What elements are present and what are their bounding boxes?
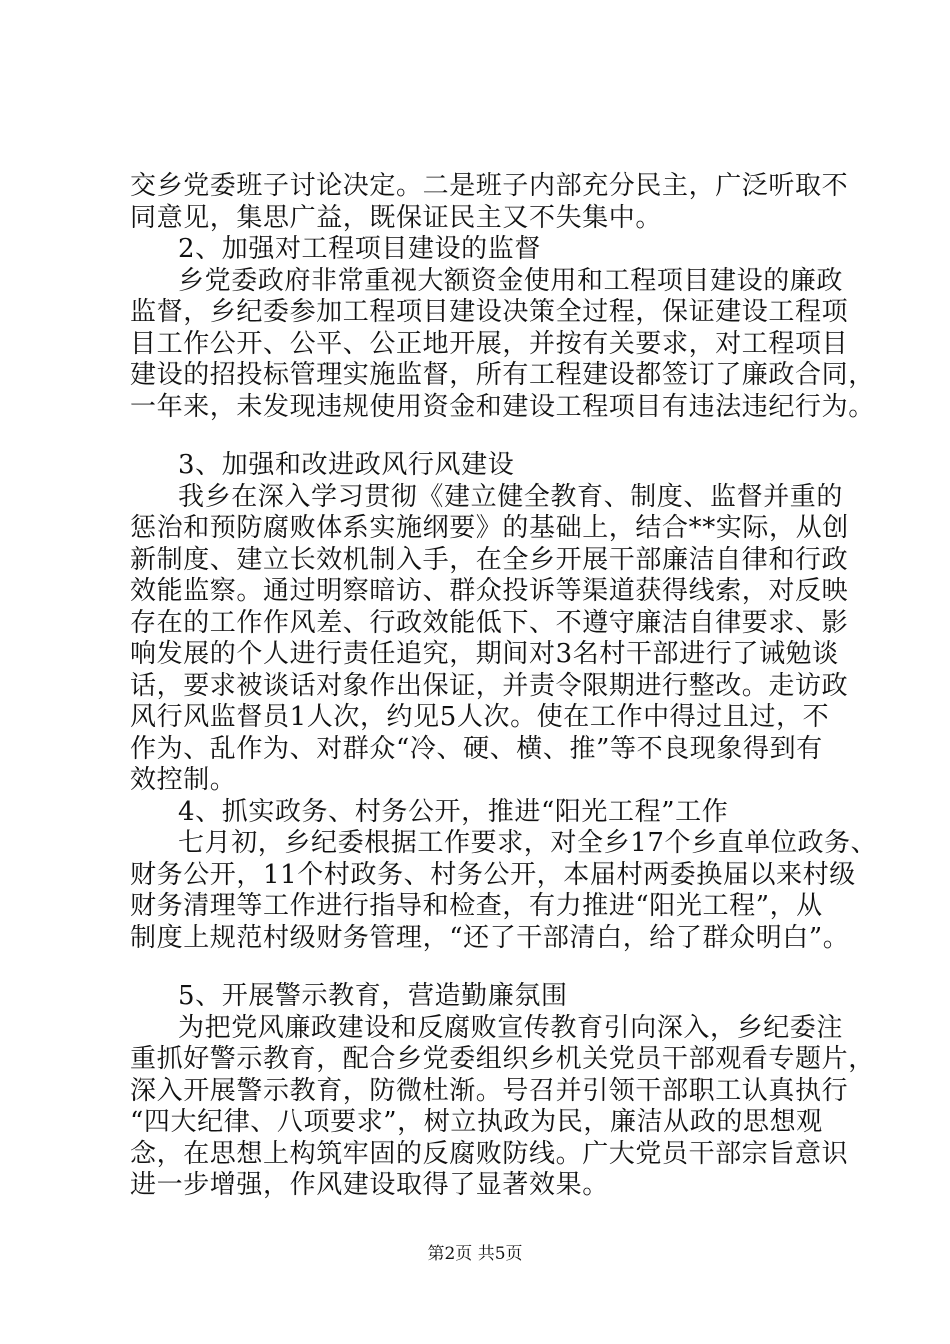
- paragraph-line: 新制度、建立长效机制入手，在全乡开展干部廉洁自律和行政: [130, 544, 849, 575]
- paragraph-line: 风行风监督员1人次，约见5人次。使在工作中得过且过，不: [130, 702, 830, 732]
- paragraph-line: 惩治和预防腐败体系实施纲要》的基础上，结合**实际，从创: [130, 513, 849, 543]
- document-body: [130, 171, 878, 1202]
- paragraph-line: 存在的工作作风差、行政效能低下、不遵守廉洁自律要求、影: [130, 607, 849, 638]
- paragraph-line: 话，要求被谈话对象作出保证，并责令限期进行整改。走访政: [130, 670, 849, 701]
- paragraph-line: 响发展的个人进行责任追究，期间对3名村干部进行了诫勉谈: [130, 639, 839, 669]
- paragraph-line: 财务公开，11个村政务、村务公开，本届村两委换届以来村级: [130, 859, 856, 890]
- paragraph-line: 我乡在深入学习贯彻《建立健全教育、制度、监督并重的: [178, 481, 844, 512]
- paragraph-line: 乡党委政府非常重视大额资金使用和工程项目建设的廉政: [178, 265, 844, 296]
- paragraph-line: 制度上规范村级财务管理，“还了干部清白，给了群众明白”。: [130, 922, 850, 953]
- paragraph-line: 深入开展警示教育，防微杜渐。号召并引领干部职工认真执行: [130, 1075, 849, 1106]
- paragraph-line: 为把党风廉政建设和反腐败宣传教育引向深入，乡纪委注: [178, 1012, 844, 1043]
- page-number-footer: 第2页 共5页: [427, 1244, 523, 1264]
- paragraph-line: 交乡党委班子讨论决定。二是班子内部充分民主，广泛听取不: [130, 171, 849, 201]
- paragraph-line: 七月初，乡纪委根据工作要求，对全乡17个乡直单位政务、: [178, 828, 878, 858]
- section-heading: 2、加强对工程项目建设的监督: [178, 234, 541, 264]
- paragraph-gap: [130, 954, 850, 981]
- paragraph-line: 作为、乱作为、对群众“冷、硬、横、推”等不良现象得到有: [130, 733, 823, 764]
- paragraph-line: 财务清理等工作进行指导和检查，有力推进“阳光工程”，从: [130, 891, 823, 921]
- paragraph-line: 目工作公开、公平、公正地开展，并按有关要求，对工程项目: [130, 328, 849, 359]
- paragraph-line: 效能监察。通过明察暗访、群众投诉等渠道获得线索，对反映: [130, 576, 849, 606]
- paragraph-line: 监督，乡纪委参加工程项目建设决策全过程，保证建设工程项: [130, 297, 849, 327]
- paragraph-gap: [130, 423, 850, 450]
- paragraph-line: “四大纪律、八项要求”，树立执政为民，廉洁从政的思想观: [130, 1107, 823, 1137]
- section-heading: 3、加强和改进政风行风建设: [178, 450, 515, 480]
- paragraph-line: 效控制。: [130, 765, 237, 795]
- paragraph-line: 念，在思想上构筑牢固的反腐败防线。广大党员干部宗旨意识: [130, 1138, 849, 1169]
- paragraph-line: 进一步增强，作风建设取得了显著效果。: [130, 1170, 609, 1200]
- section-heading: 4、抓实政务、村务公开，推进“阳光工程”工作: [178, 796, 729, 827]
- paragraph-line: 重抓好警示教育，配合乡党委组织乡机关党员干部观看专题片，: [130, 1044, 875, 1074]
- section-heading: 5、开展警示教育，营造勤廉氛围: [178, 981, 568, 1011]
- paragraph-line: 同意见，集思广益，既保证民主又不失集中。: [130, 202, 663, 233]
- paragraph-line: 一年来，未发现违规使用资金和建设工程项目有违法违纪行为。: [130, 391, 875, 422]
- paragraph-line: 建设的招投标管理实施监督，所有工程建设都签订了廉政合同，: [130, 360, 875, 390]
